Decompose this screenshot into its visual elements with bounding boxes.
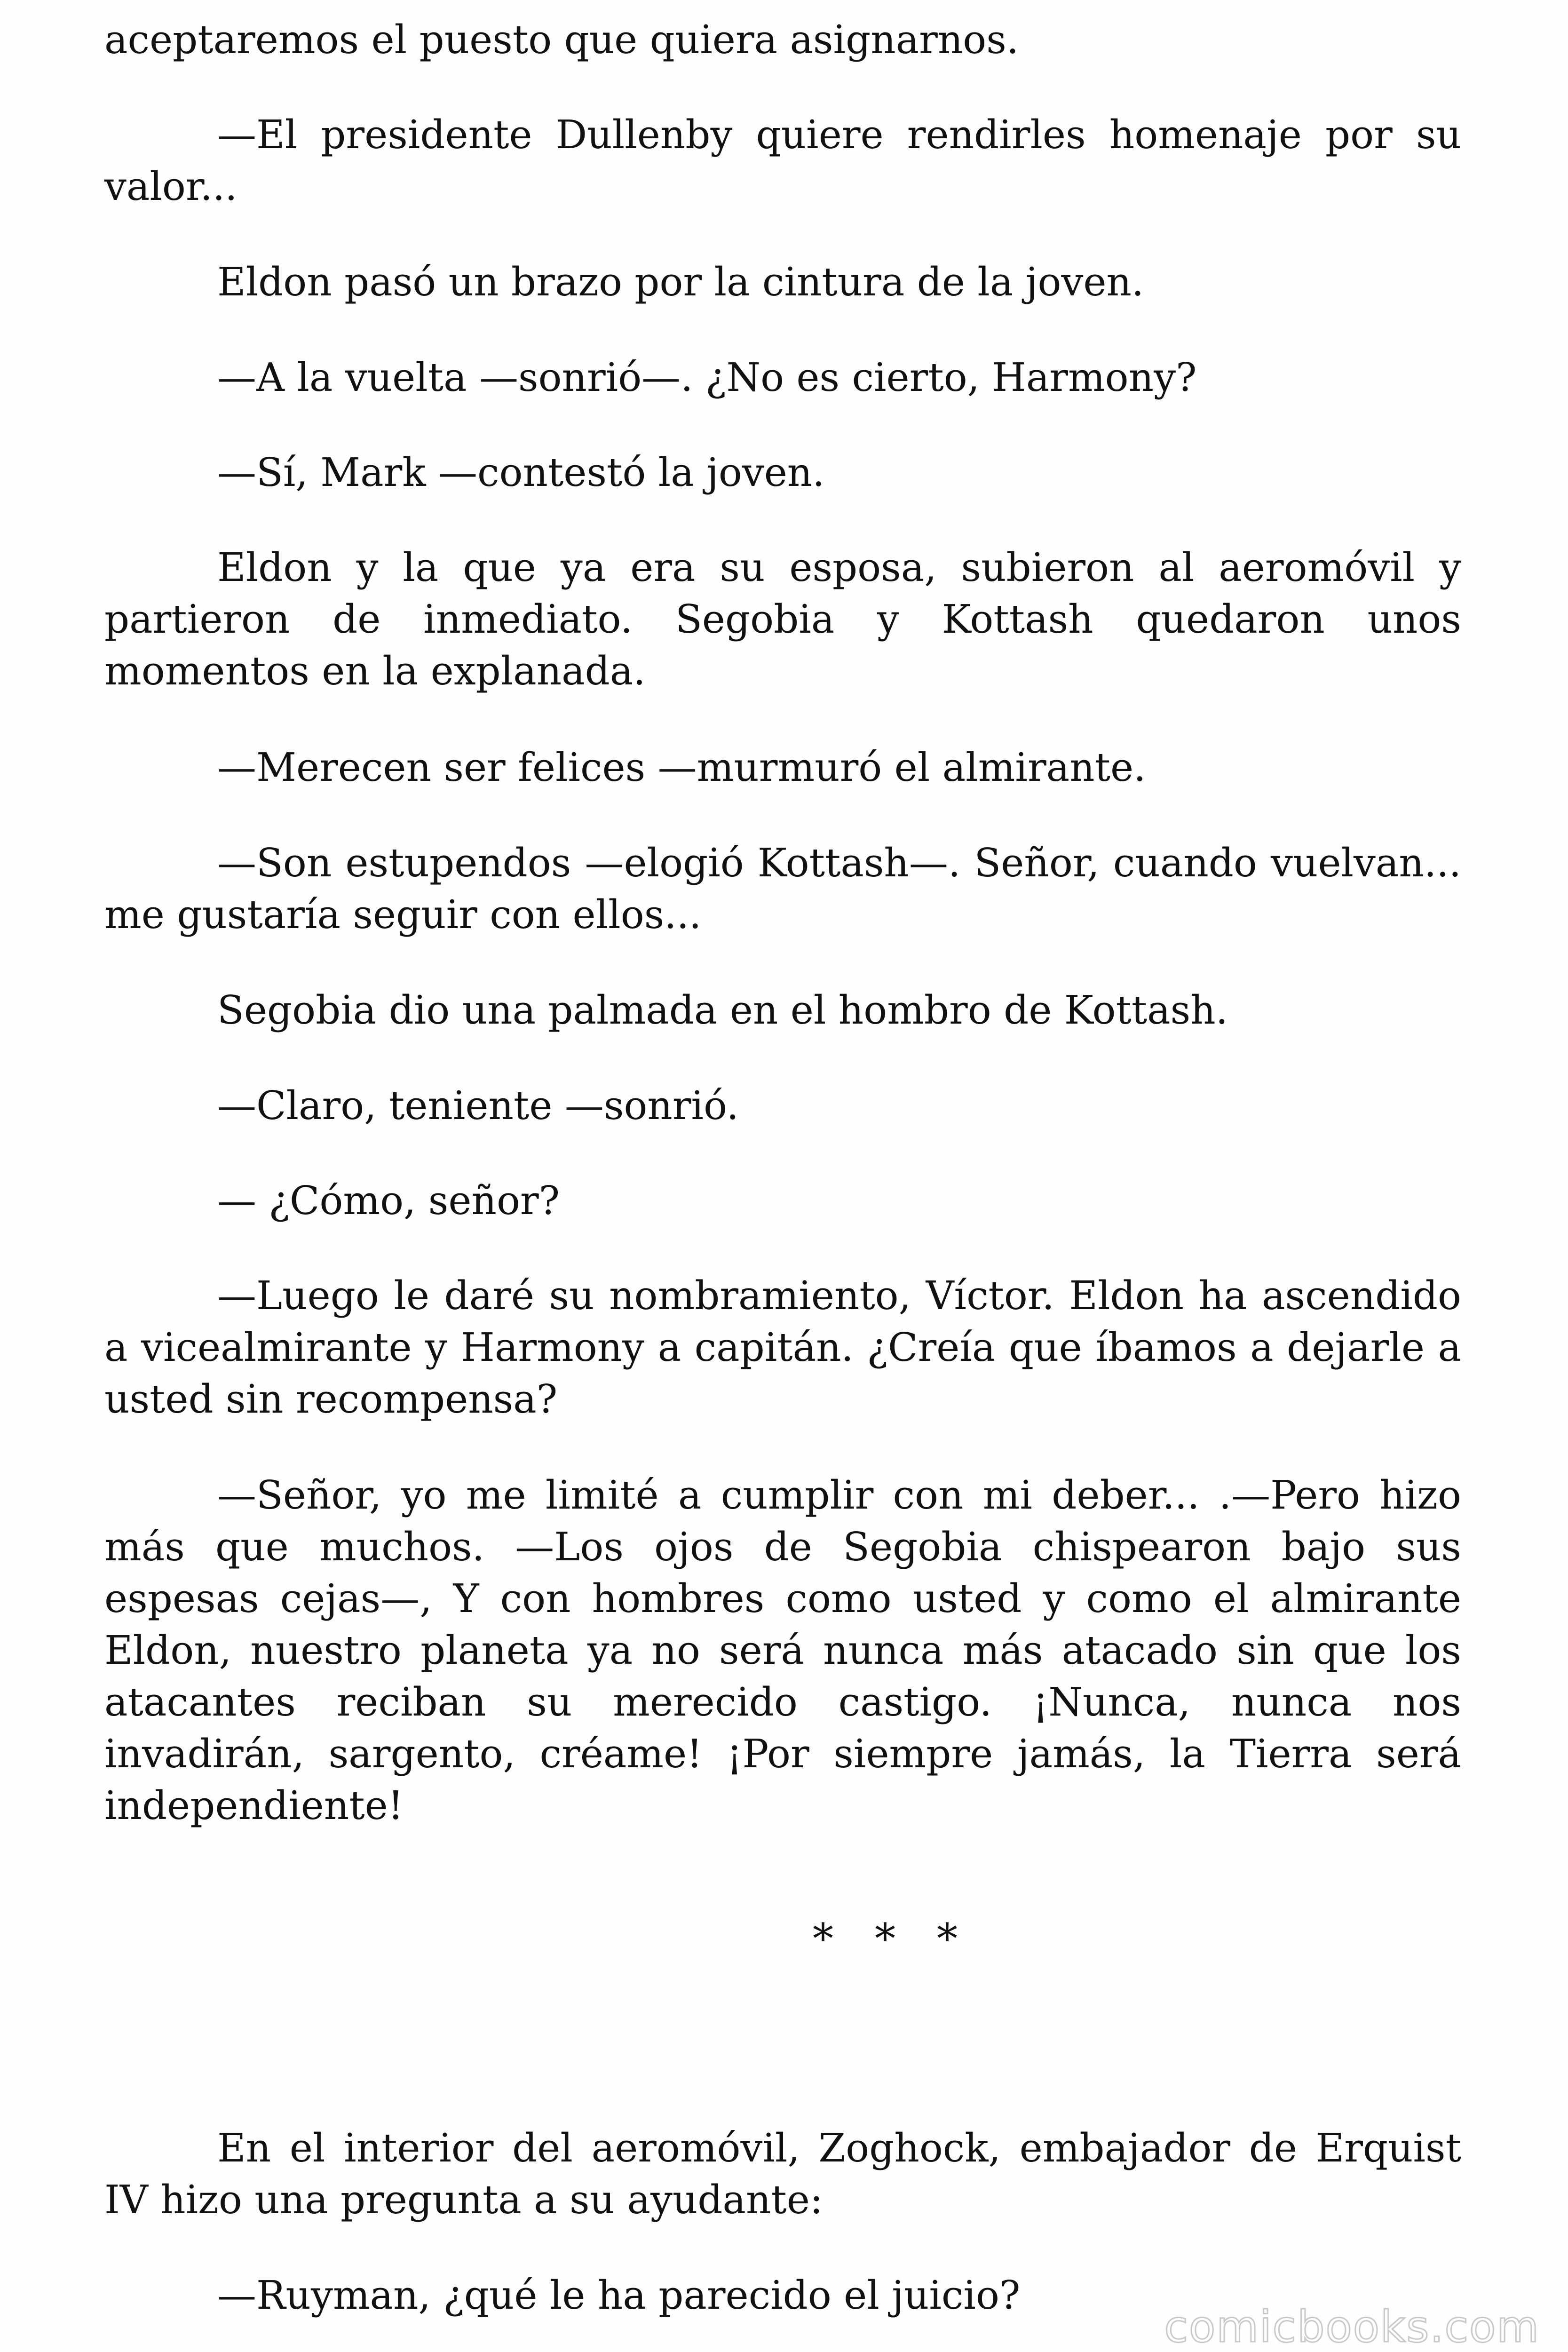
- paragraph-7: —Merecen ser felices —murmuró el almirante.: [217, 745, 1146, 790]
- paragraph-6: Eldon y la que ya era su esposa, subieron al aeromóvil y partieron de inmediato. Segobia y Kottash quedaron unos momentos en la explanada.: [104, 545, 1461, 694]
- paragraph-9: Segobia dio una palmada en el hombro de Kottash.: [217, 987, 1228, 1033]
- paragraph-10: —Claro, teniente —sonrió.: [217, 1083, 739, 1128]
- paragraph-15: —Ruyman, ¿qué le ha parecido el juicio?: [217, 2273, 1021, 2318]
- paragraph-11: — ¿Cómo, señor?: [217, 1178, 560, 1224]
- paragraph-8: —Son estupendos —elogió Kottash—. Señor, cuando vuelvan... me gustaría seguir con ellos...: [104, 840, 1461, 938]
- paragraph-3: Eldon pasó un brazo por la cintura de la joven.: [217, 259, 1144, 305]
- paragraph-1: aceptaremos el puesto que quiera asignarnos.: [104, 17, 1019, 63]
- paragraph-5: —Sí, Mark —contestó la joven.: [217, 450, 825, 495]
- paragraph-14: En el interior del aeromóvil, Zoghock, embajador de Erquist IV hizo una pregunta a su ayudante:: [104, 2125, 1461, 2223]
- paragraph-12: —Luego le daré su nombramiento, Víctor. Eldon ha ascendido a vicealmirante y Harmony a capitán. ¿Creía que íbamos a dejarle a usted sin recompensa?: [104, 1273, 1461, 1422]
- paragraph-13: —Señor, yo me limité a cumplir con mi deber... .—Pero hizo más que muchos. —Los ojos de Segobia chispearon bajo sus espesas cejas—, Y con hombres como usted y como el almirante Eldon, nuestro planeta ya no será nunca más atacado sin que los atacantes reciban su merecido castigo. ¡Nunca, nunca nos invadirán, sargento, créame! ¡Por siempre jamás, la Tierra será independiente!: [104, 1472, 1461, 1828]
- watermark: comicbooks.com: [1164, 2302, 1540, 2352]
- paragraph-4: —A la vuelta —sonrió—. ¿No es cierto, Harmony?: [217, 355, 1197, 400]
- paragraph-2: —El presidente Dullenby quiere rendirles homenaje por su valor...: [104, 112, 1461, 209]
- section-separator: * * *: [813, 1915, 972, 1963]
